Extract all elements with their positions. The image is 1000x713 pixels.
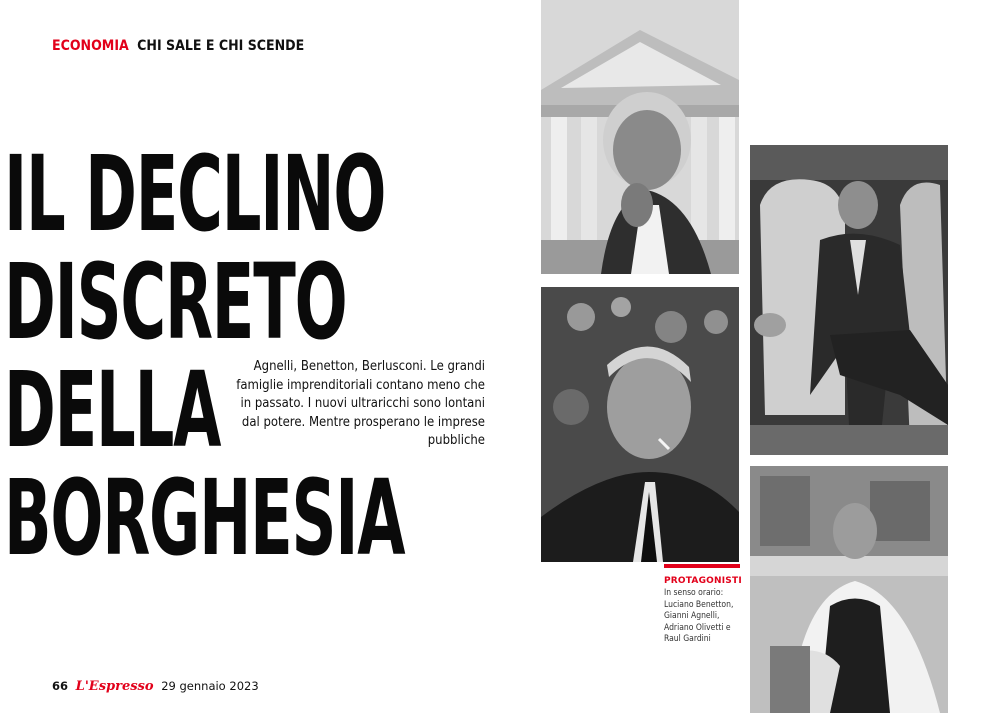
caption-title: PROTAGONISTI [664, 576, 742, 586]
headline-line-1: IL DECLINO [4, 133, 386, 255]
caption-rule [664, 564, 740, 568]
headline-line-2: DISCRETO [4, 241, 347, 363]
headline-line-3: DELLA [4, 349, 221, 471]
magazine-logo: L'Espresso [75, 679, 154, 694]
photo-gianni-agnelli [750, 145, 948, 455]
section-subtitle: CHI SALE E CHI SCENDE [137, 38, 305, 54]
page-number: 66 [52, 679, 69, 693]
photo-caption [664, 564, 740, 646]
page-footer [52, 679, 259, 694]
section-label: ECONOMIA [52, 38, 129, 54]
issue-date: 29 gennaio 2023 [161, 679, 259, 693]
headline-line-4: BORGHESIA [4, 457, 405, 579]
photo-raul-gardini [750, 466, 948, 713]
section-kicker [52, 38, 304, 54]
photo-luciano-benetton [541, 0, 739, 274]
standfirst: Agnelli, Benetton, Berlusconi. Le grandi famiglie imprenditoriali contano meno che in passato. I nuovi ultraricchi sono lontani dal potere. Mentre prosperano le imprese pubbliche [236, 359, 485, 448]
caption-text: In senso orario: Luciano Benetton, Gianni Agnelli, Adriano Olivetti e Raul Gardini [664, 588, 734, 644]
photo-adriano-olivetti [541, 287, 739, 562]
headline [4, 133, 405, 579]
